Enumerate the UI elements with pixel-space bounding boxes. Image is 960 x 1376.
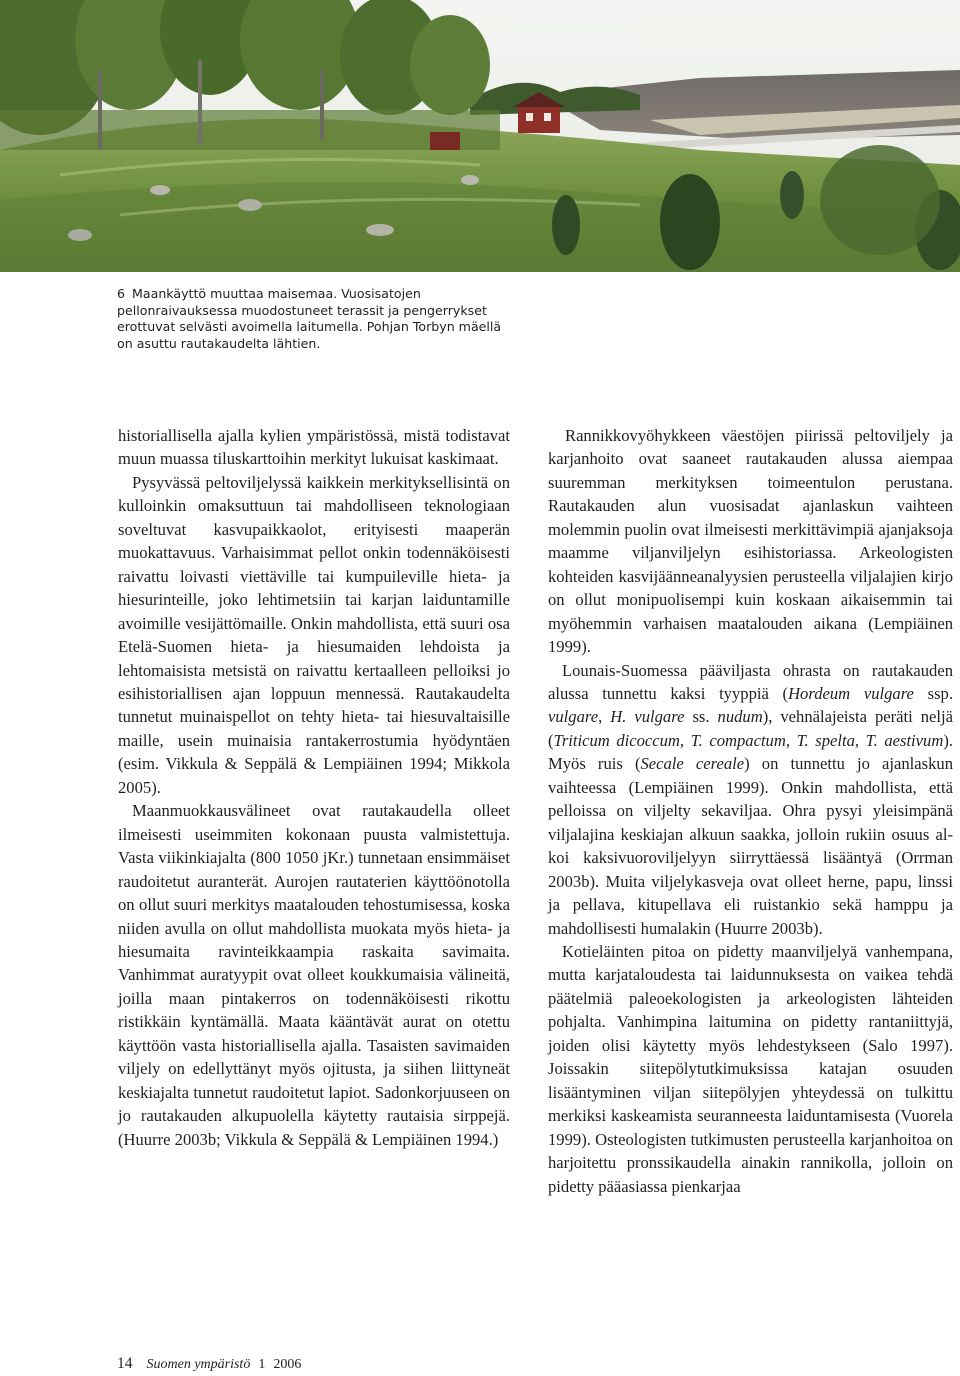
right-p2-part: ss. [684,707,718,727]
right-p2-part: ) on tunnettu jo ajanlaskun vaihteessa (Lempiäinen 1999). Onkin mahdollista, että pelloissa on viljelty sekaviljaa. Ohra pysyi yleisimpänä viljalajina keskiajan alkuun saakka, jolloin rukiin osuus alkoi kaksivuoroviljelyyn siirryttäessä lisääntyä (Orrman 2003b). Muita viljelykasveja ovat olleet herne, papu, linssi ja pellava, kitupellava eli ruistankio sekä hamppu ja mahdollisesti humalakin (Huurre 2003b). [548,754,953,938]
right-paragraph-3: Kotieläinten pitoa on pidetty maanviljelyä vanhempana, mutta karjataloudesta tai laidunnuksesta on vaikea tehdä päätelmiä paleoekologisten ja arkeologisten lähteiden pohjalta. Vanhimpina laitumina on pidetty rantaniittyjä, joiden olisi käytetty myös lehdestykseen (Salo 1997). Joissakin siitepölytutkimuksissa katajan osuuden lisääntyminen viljan siitepölyjen yhteydessä on tulkittu merkiksi kaskeamista seuranneesta laiduntamisesta (Vuorela 1999). Osteologisten tutkimusten perusteella karjanhoitoa on harjoitettu pronssikaudella ainakin rannikolla, jolloin on pidetty pääasiassa pienkarjaa [548,941,953,1196]
species-name: Hordeum vulgare [788,683,914,703]
figure-caption [117,286,517,352]
species-name: nudum [717,707,763,727]
right-p2-part: , [785,730,797,750]
species-name: T. aestivum [865,730,944,750]
species-name: Triticum dicoccum [553,730,680,750]
page-number: 14 [117,1355,133,1372]
left-column [118,424,510,1151]
landscape-photo [0,0,960,272]
publication-title: Suomen ympäristö [146,1357,251,1372]
right-p2-part: , [679,730,691,750]
species-name: T. spelta [796,730,855,750]
caption-text: Maankäyttö muuttaa maisemaa. Vuosisatojen pellonraivauksessa muodostuneet terassit ja pengerrykset erottuvat selvästi avoimella laitumella. Pohjan Torbyn mäellä on asuttu rautakaudelta lähtien. [117,286,502,351]
right-p2-part: , [598,707,611,727]
issue-number: 1 [258,1357,266,1372]
right-paragraph-1: Rannikkovyöhykkeen väestöjen piirissä peltoviljely ja karjanhoito ovat saaneet rautakauden alussa aiempaa suuremman merkityksen toimeentulon perustana. Rautakauden alun vuosisadat ajanlaskun vaihteen molemmin puolin ovat ilmeisesti merkittävimpiä ajanjaksoja maamme viljanviljelyn esihistoriassa. Arkeologisten kohteiden kasvijäänneanalyysien perusteella viljalajien kirjo on ollut monipuolisempi kuin koskaan aikaisemmin tai myöhemmin varhaisen maatalouden aikana (Lempiäinen 1999). [548,426,953,657]
right-p2-part: ). Myös ruis ( [548,730,954,774]
species-name: vulgare [548,707,599,727]
species-name: H. vulgare [610,707,685,727]
caption-number: 6 [117,286,126,301]
landscape-photo-image [0,0,960,272]
right-column [548,424,953,1198]
left-paragraph-2: Pysyvässä peltoviljelyssä kaikkein merkityksellisintä on kulloinkin omaksuttuun tai mahdolliseen teknologiaan soveltuvat kasvupaikkaolot, erityisesti maaperän muokattavuus. Varhaisimmat pellot onkin todennäköisesti raivattu loivasti viettäville tai kumpuileville hieta- ja hiesurinteille, joko lehtimetsiin tai karjan laiduntamille avoimille vesijättömaille. Onkin mahdollista, että suuri osa Etelä-Suomen hieta- ja hiesumaiden lehdoista ja lehtomaisista metsistä on raivattu kertaalleen pelloiksi jo esihistoriallisen ajan loppuun mennessä. Rautakaudelta tunnetut muinaispellot on tehty hieta- tai hiesuvaltaisille maille, usein muinaisia rantakerrostumia hyödyntäen (esim. Vikkula & Seppälä & Lempiäinen 1994; Mikkola 2005). [118,472,510,797]
species-name: T. compactum [690,730,786,750]
right-paragraph-2 [548,659,953,940]
species-name: Secale cereale [640,754,745,774]
left-paragraph-3: Maanmuokkausvälineet ovat rautakaudella olleet ilmeisesti useimmiten kokonaan puusta valmistettuja. Vasta viikinkiajalta (800 1050 jKr.) tunnetaan ensimmäiset raudoitetut auranterät. Aurojen rautaterien käyttöönotolla on ollut suuri merkitys maatalouden tehostumisessa, koska niiden avulla on ollut mahdollista muokata myös hieta- ja hiesumaita ravinteikkaampia raskaita savimaita. Vanhimmat auratyypit ovat olleet koukkumaisia välineitä, joilla maan pintakerros on todennäköisesti rikottu ristikkäin kyntämällä. Maata kääntävät aurat on otettu käyttöön vasta historiallisella ajalla. Tasaisten savimaiden viljely on edellyttänyt myös ojitusta, ja siihen liittyneät keskiajalta tunnetut raudoitetut lapiot. Sadonkorjuuseen on jo rautakauden alkupuolella käytetty rautaisia sirppejä. (Huurre 2003b; Vikkula & Seppälä & Lempiäinen 1994.) [118,801,510,1149]
left-paragraph-1: historiallisella ajalla kylien ympäristössä, mistä todistavat muun muassa tiluskarttoihin merkityt lukuisat kaskimaat. [118,426,510,469]
right-p2-part: Lounais-Suomessa pääviljasta ohrasta on rautakauden alussa tunnettu kaksi tyyppiä ( [548,660,953,703]
right-p2-part: ssp. [913,683,953,703]
page-footer [117,1355,301,1374]
right-p2-part: , [854,730,866,750]
right-p2-part: ), vehnälajeista peräti neljä ( [548,707,953,750]
publication-year: 2006 [273,1357,302,1372]
